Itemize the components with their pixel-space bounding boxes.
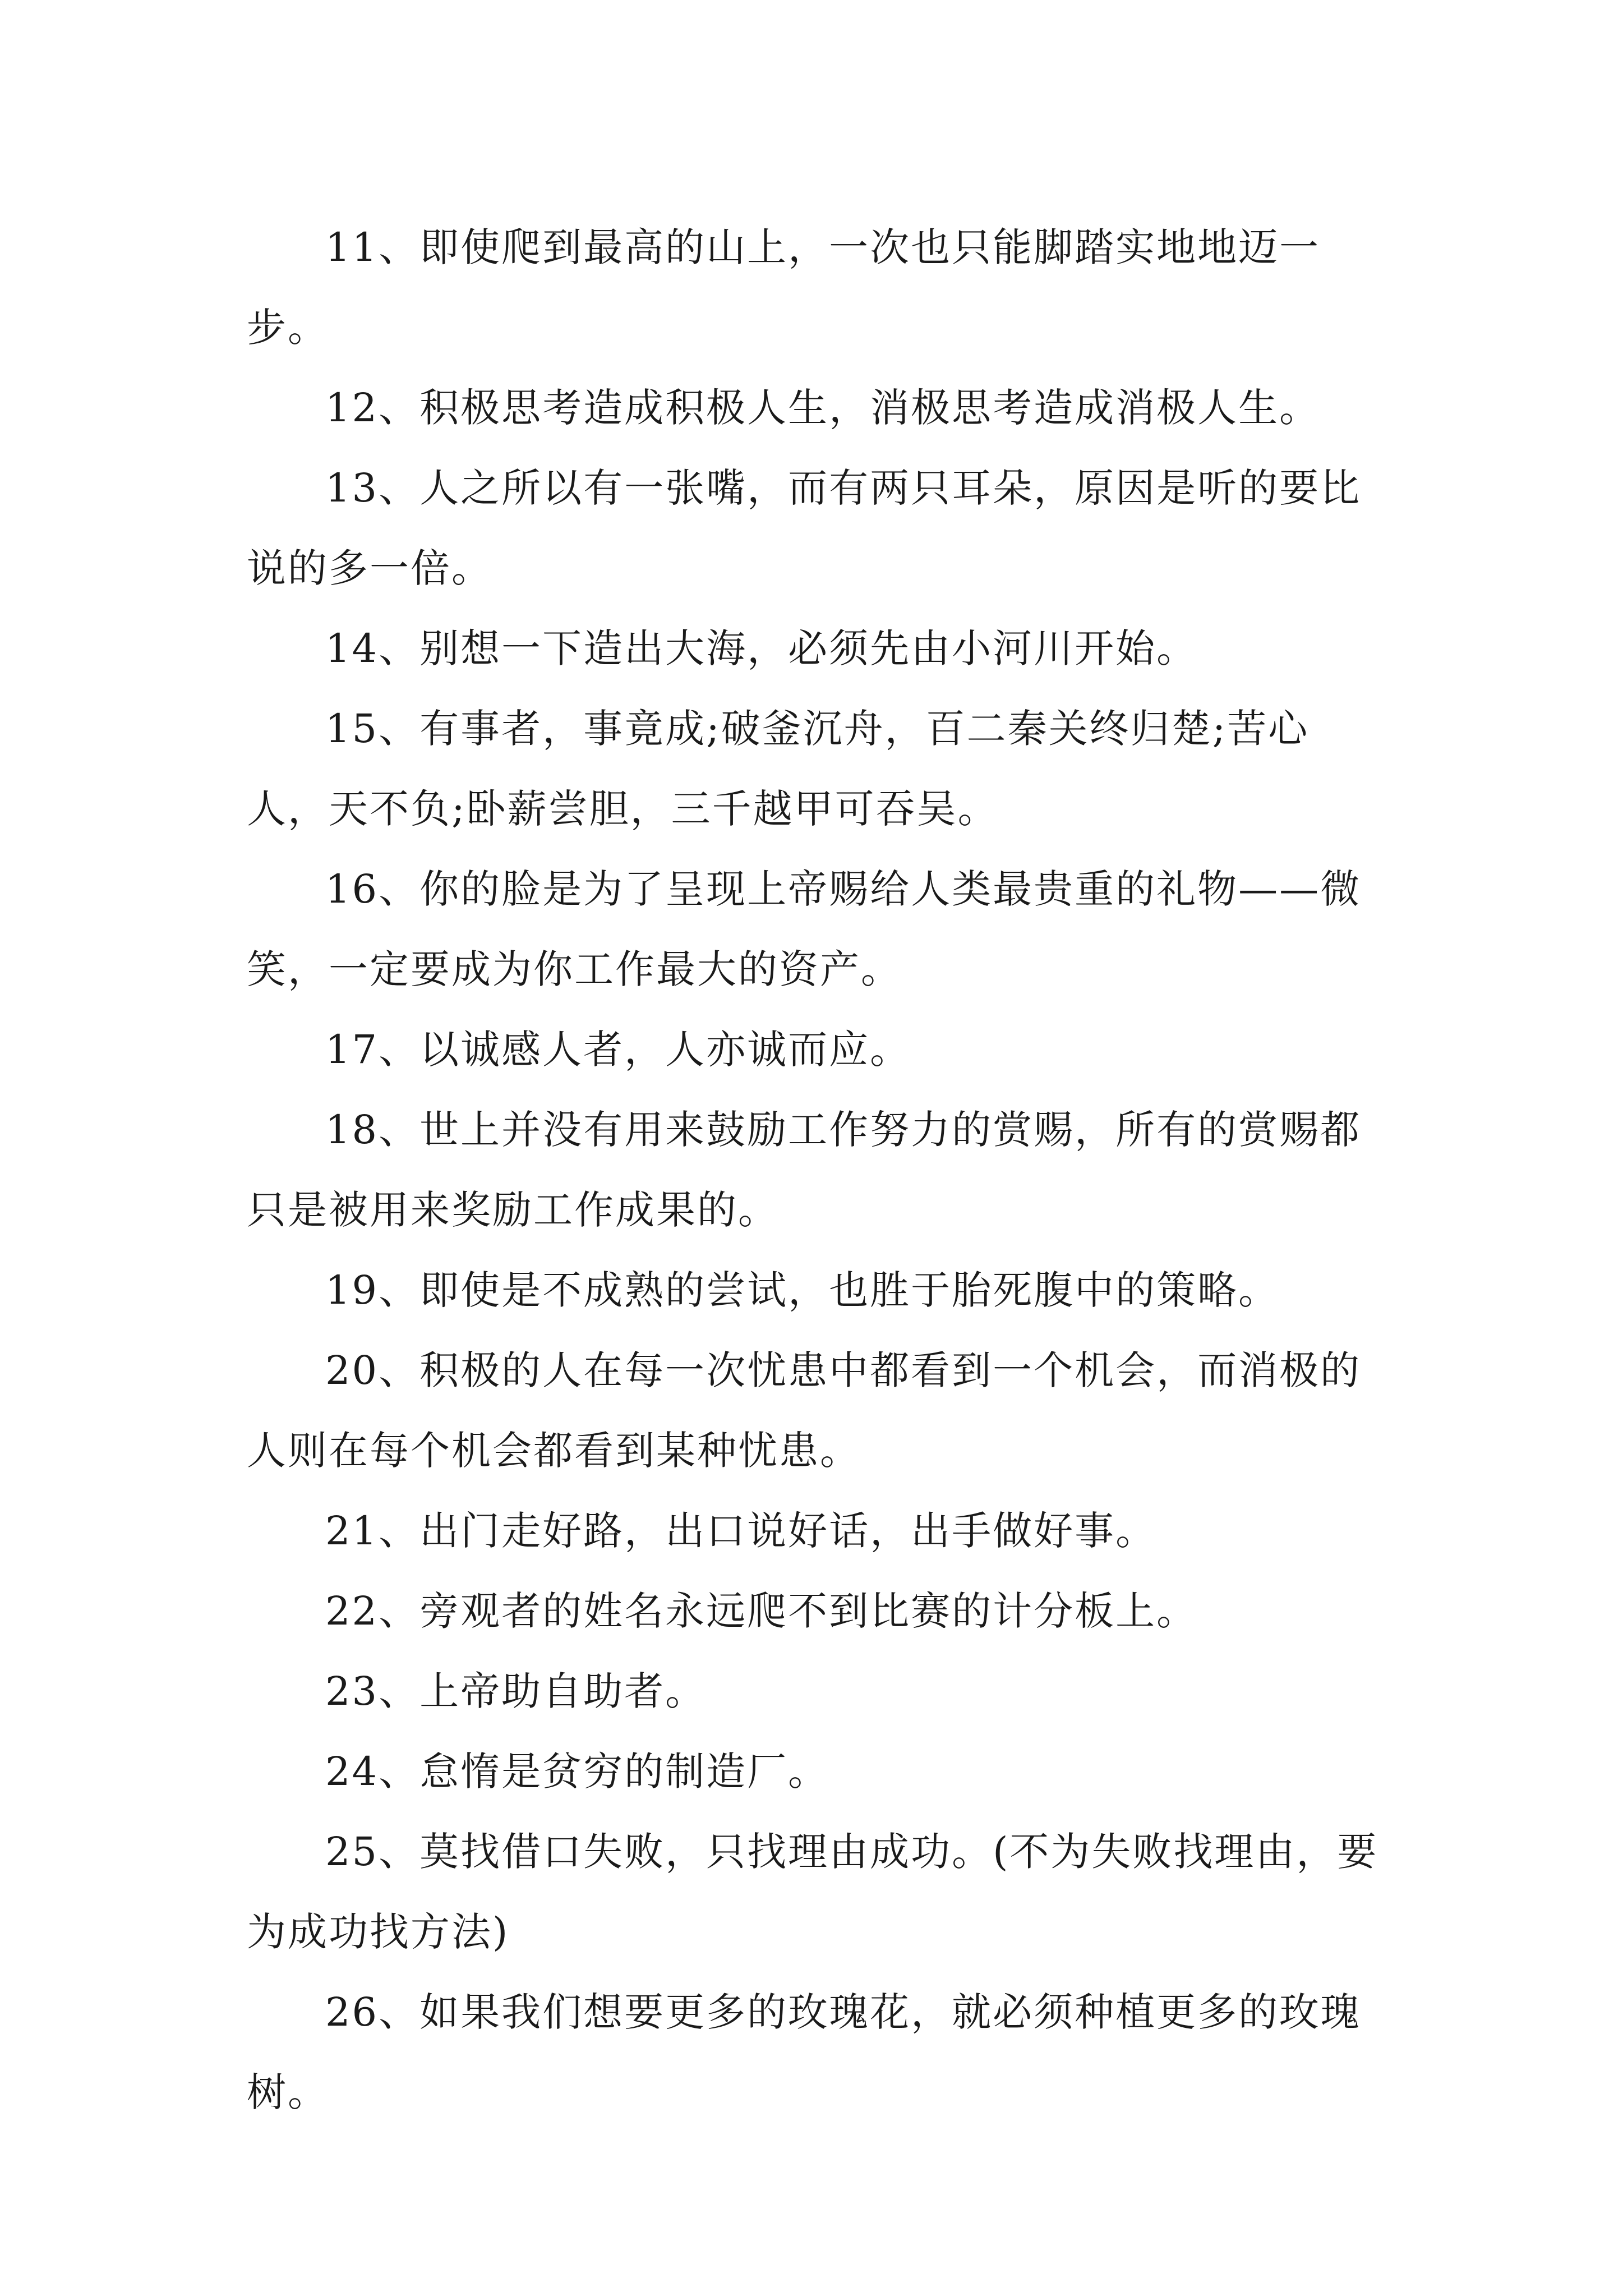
quote-paragraph-14: 14、别想一下造出大海，必须先由小河川开始。 [325,625,1198,671]
quote-paragraph-18: 18、世上并没有用来鼓励工作努力的赏赐，所有的赏赐都只是被用来奖励工作成果的。 [247,1107,1362,1233]
quote-paragraph-22: 22、旁观者的姓名永远爬不到比赛的计分板上。 [325,1588,1198,1634]
quote-paragraph-16: 16、你的脸是为了呈现上帝赐给人类最贵重的礼物——微笑，一定要成为你工作最大的资产。 [247,866,1362,992]
document-body [247,208,1391,2133]
quote-paragraph-23: 23、上帝助自助者。 [325,1668,707,1714]
quote-paragraph-25: 25、莫找借口失败，只找理由成功。(不为失败找理由，要为成功找方法) [247,1829,1378,1955]
quote-paragraph-17: 17、以诚感人者，人亦诚而应。 [325,1027,911,1073]
quote-paragraph-20: 20、积极的人在每一次忧患中都看到一个机会，而消极的人则在每个机会都看到某种忧患。 [247,1347,1362,1474]
quote-paragraph-15: 15、有事者，事竟成;破釜沉舟，百二秦关终归楚;苦心人，天不负;卧薪尝胆，三千越甲可吞吴。 [247,706,1310,832]
quote-paragraph-26: 26、如果我们想要更多的玫瑰花，就必须种植更多的玫瑰树。 [247,1989,1362,2115]
quote-paragraph-13: 13、人之所以有一张嘴，而有两只耳朵，原因是听的要比说的多一倍。 [247,465,1362,591]
quote-paragraph-21: 21、出门走好路，出口说好话，出手做好事。 [325,1508,1157,1554]
quote-paragraph-12: 12、积极思考造成积极人生，消极思考造成消极人生。 [325,385,1321,431]
quote-paragraph-24: 24、怠惰是贫穷的制造厂。 [325,1749,829,1795]
quote-paragraph-11: 11、即使爬到最高的山上，一次也只能脚踏实地地迈一步。 [247,224,1321,351]
quote-paragraph-19: 19、即使是不成熟的尝试，也胜于胎死腹中的策略。 [325,1267,1280,1313]
